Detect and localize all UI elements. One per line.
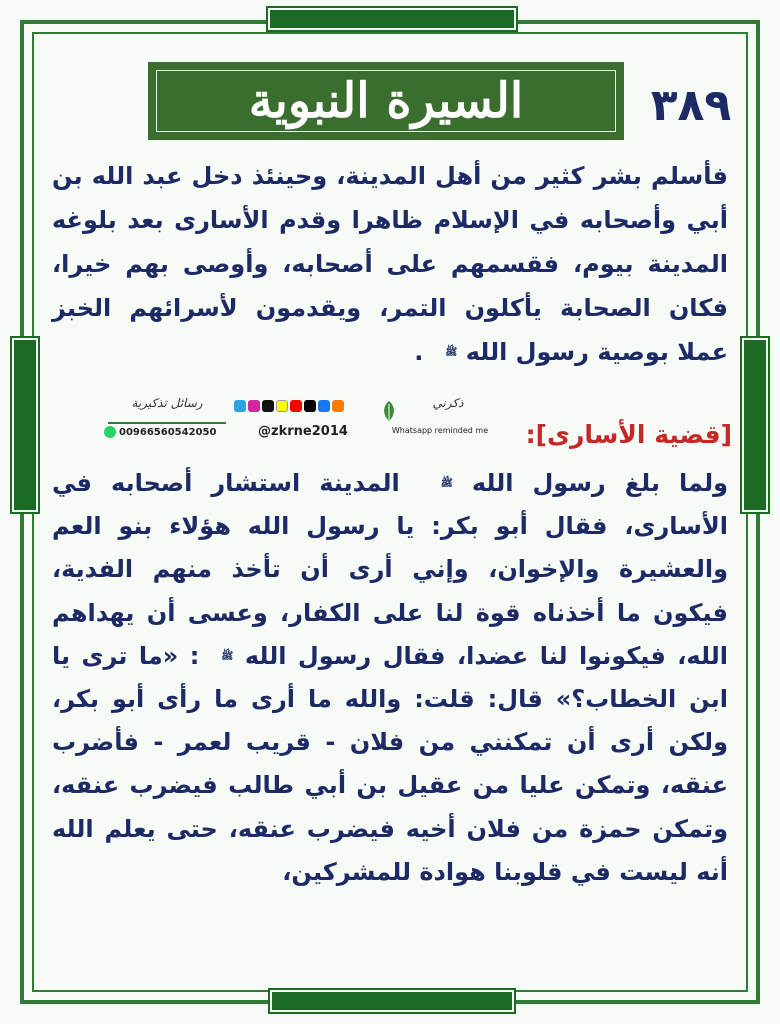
page-number: ٣٨٩ xyxy=(650,80,732,131)
title-banner xyxy=(148,62,624,140)
logo-underline xyxy=(108,422,226,424)
paragraph-2-part-2: المدينة استشار أصحابه في الأسارى، فقال أبو بكر: يا رسول الله هؤلاء بنو العم والعشيرة والإخوان، وإني أرى أن تأخذ منهم الفدية، فيكون ما أخذناه قوة لنا على الكفار، وعسى أن يهداهم الله، فيكونوا لنا عضدا، فقال رسول الله xyxy=(52,469,729,670)
threads-icon xyxy=(262,400,274,412)
branding-logo xyxy=(378,396,502,450)
phone-number: 00966560542050 xyxy=(119,426,217,438)
snapchat-icon xyxy=(276,400,288,412)
telegram-icon xyxy=(234,400,246,412)
paragraph-2-part-1: ولما بلغ رسول الله xyxy=(471,469,729,497)
phone-row xyxy=(104,426,216,438)
blog-icon xyxy=(332,400,344,412)
x-icon xyxy=(304,400,316,412)
right-ornament xyxy=(742,338,768,512)
reminder-tagline: Whatsapp reminded me xyxy=(391,426,489,435)
youtube-icon xyxy=(290,400,302,412)
branding-contact xyxy=(104,396,228,450)
section-heading: [قضية الأسارى]: xyxy=(525,420,732,449)
bottom-ornament xyxy=(270,990,514,1012)
instagram-icon xyxy=(248,400,260,412)
honorific-mark: ﷺ xyxy=(445,347,458,358)
top-ornament xyxy=(268,8,516,30)
leaf-icon xyxy=(380,400,398,422)
honorific-mark: ﷺ xyxy=(440,478,453,489)
paragraph-1-end: . xyxy=(414,338,424,366)
reminder-logo-text: رسائل تذكيرية xyxy=(131,396,203,410)
social-icons xyxy=(234,400,344,412)
page-title: السيرة النبوية xyxy=(248,73,524,129)
branding-strip xyxy=(104,396,514,450)
zakkirni-logo-text: ذكرني xyxy=(432,396,464,410)
paragraph-2 xyxy=(52,462,728,894)
left-ornament xyxy=(12,338,38,512)
branding-social xyxy=(232,396,374,450)
social-handle: @zkrne2014 xyxy=(258,424,348,439)
paragraph-1-text: فأسلم بشر كثير من أهل المدينة، وحينئذ دخل عبد الله بن أبي وأصحابه في الإسلام ظاهرا وقدم الأسارى بعد بلوغه المدينة بيوم، فقسمهم على أصحابه، وأوصى بهم خيرا، فكان الصحابة يأكلون التمر، ويقدمون لأسرائهم الخبز عملا بوصية رسول الله xyxy=(52,162,728,366)
whatsapp-icon xyxy=(104,426,116,438)
honorific-mark: ﷺ xyxy=(221,650,234,662)
facebook-icon xyxy=(318,400,330,412)
paragraph-1 xyxy=(52,154,728,374)
paragraph-2-part-3: : «ما ترى يا ابن الخطاب؟» قال: قلت: والله ما أرى ما رأى أبو بكر، ولكن أرى أن تمكنني من فلان - قريب لعمر - فأضرب عنقه، وتمكن عليا من عقيل بن أبي طالب فيضرب عنقه، وتمكن حمزة من فلان أخيه فيضرب عنقه، حتى يعلم الله أنه ليست في قلوبنا هوادة للمشركين، xyxy=(52,641,728,886)
